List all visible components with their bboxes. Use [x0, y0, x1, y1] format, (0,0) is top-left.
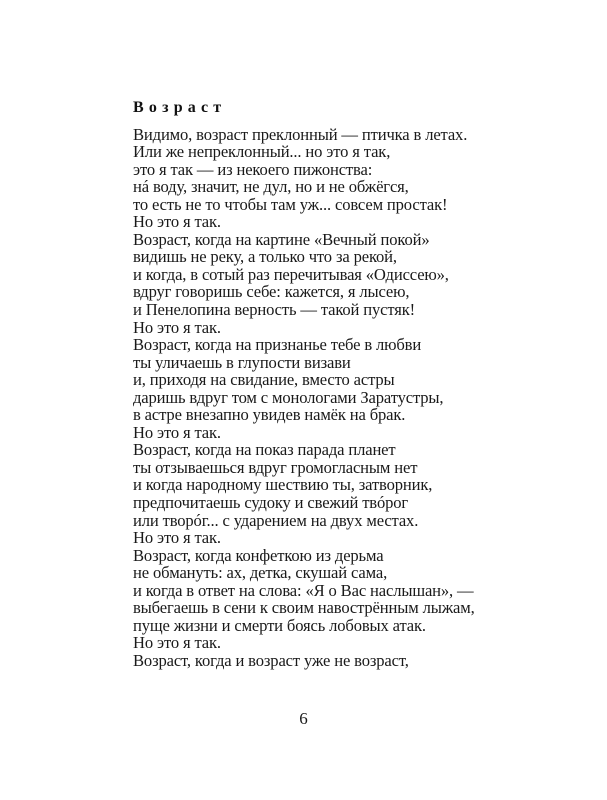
poem-line: видишь не реку, а только что за рекой, — [133, 247, 397, 267]
poem-line: предпочитаешь судоку и свежий твóрог — [133, 492, 409, 512]
poem-line: нá воду, значит, не дул, но и не обжёгся, — [133, 177, 409, 197]
poem-line: и, приходя на свидание, вместо астры — [133, 370, 395, 390]
poem-line: это я так — из некоего пижонства: — [133, 159, 373, 179]
poem-line: или творóг... с ударением на двух местах. — [133, 510, 419, 530]
page-number: 6 — [299, 709, 308, 728]
poem-line: вдруг говоришь себе: кажется, я лысею, — [133, 282, 410, 302]
poem-line: Или же непреклонный... но это я так, — [133, 142, 391, 162]
poem-line: и когда, в сотый раз перечитывая «Одиссею», — [133, 264, 449, 284]
poem-line: Видимо, возраст преклонный — птичка в летах. — [133, 124, 468, 144]
poem-line: Возраст, когда на картине «Вечный покой» — [133, 229, 430, 249]
poem-line: даришь вдруг том с монологами Заратустры, — [133, 387, 444, 407]
poem-line: в астре внезапно увидев намёк на брак. — [133, 405, 406, 425]
poem-line: не обмануть: ах, детка, скушай сама, — [133, 563, 388, 583]
poem-line: пуще жизни и смерти боясь лобовых атак. — [133, 615, 426, 635]
poem-line: Но это я так. — [133, 212, 221, 232]
poem-line: выбегаешь в сени к своим навострённым лыжам, — [133, 598, 475, 618]
poem-line: Возраст, когда и возраст уже не возраст, — [133, 650, 409, 670]
poem-line: и когда народному шествию ты, затворник, — [133, 475, 433, 495]
poem-line: Но это я так. — [133, 528, 221, 548]
poem-line: Возраст, когда конфеткою из дерьма — [133, 545, 384, 565]
poem-line: Но это я так. — [133, 633, 221, 653]
poem-title: Возраст — [133, 99, 227, 116]
poem-line: Возраст, когда на показ парада планет — [133, 440, 396, 460]
poem-line: Возраст, когда на признанье тебе в любви — [133, 335, 422, 355]
poem-body — [133, 126, 493, 670]
poem-line: и когда в ответ на слова: «Я о Вас наслышан», — — [133, 580, 474, 600]
poem-line: то есть не то чтобы там уж... совсем простак! — [133, 194, 448, 214]
poem-line: Но это я так. — [133, 422, 221, 442]
poem-line: и Пенелопина верность — такой пустяк! — [133, 299, 416, 319]
poem-line: ты уличаешь в глупости визави — [133, 352, 351, 372]
poem-line: Но это я так. — [133, 317, 221, 337]
poem-line: ты отзываешься вдруг громогласным нет — [133, 457, 418, 477]
